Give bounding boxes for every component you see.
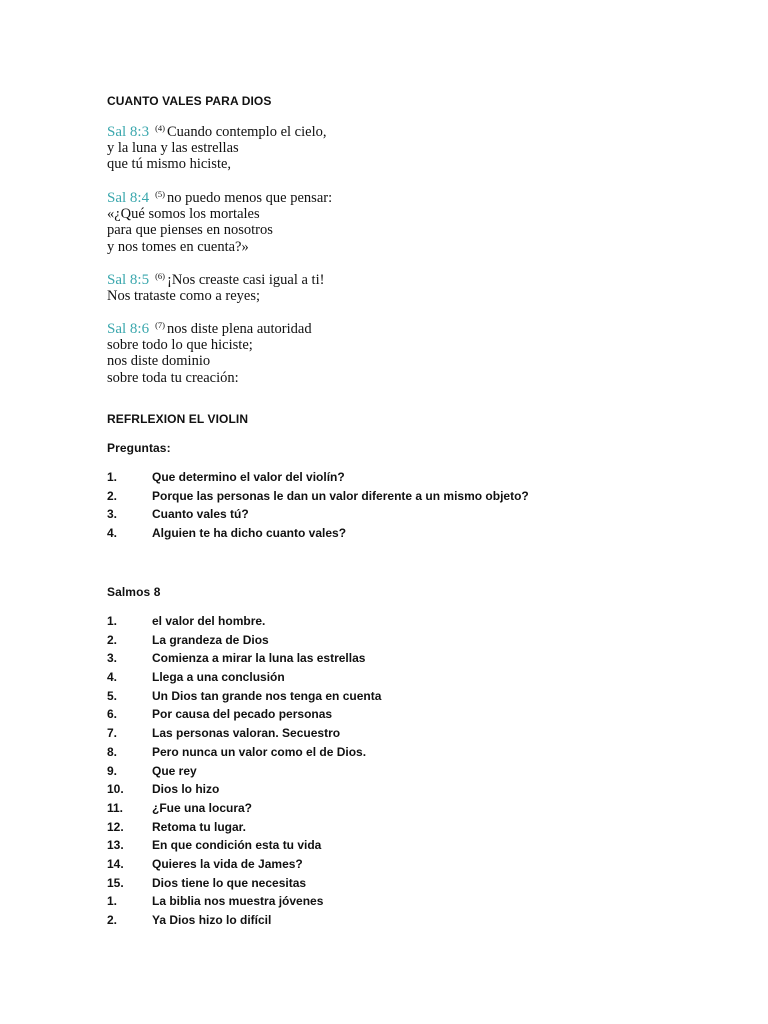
list-number: 2. — [107, 632, 118, 647]
verse-number: (7) — [155, 320, 166, 330]
verse-block — [107, 186, 667, 255]
list-text: La biblia nos muestra jóvenes — [152, 894, 324, 909]
list-item — [107, 911, 381, 930]
list-number: 1. — [107, 894, 118, 909]
list-number: 2. — [107, 913, 118, 927]
verse-number: (4) — [155, 123, 166, 133]
list-text: En que condición esta tu vida — [152, 838, 322, 853]
list-item — [107, 487, 529, 506]
psalm-points-list — [107, 612, 381, 930]
list-item — [107, 892, 381, 911]
list-item — [107, 818, 381, 837]
list-item — [107, 687, 381, 706]
list-text: Que rey — [152, 763, 197, 778]
list-text: Retoma tu lugar. — [152, 819, 247, 834]
list-number: 7. — [107, 726, 118, 741]
verse-line: «¿Qué somos los mortales — [107, 206, 260, 223]
list-item — [107, 799, 381, 818]
list-number: 1. — [107, 470, 118, 484]
verse-line: ¡Nos creaste casi igual a ti! — [167, 272, 325, 288]
list-item — [107, 631, 381, 650]
list-text: Quieres la vida de James? — [152, 856, 303, 871]
verse-line: nos diste dominio — [107, 353, 211, 370]
list-number: 14. — [107, 856, 124, 871]
list-text: Cuanto vales tú? — [152, 507, 249, 522]
verse-block — [107, 317, 667, 386]
list-text: Comienza a mirar la luna las estrellas — [152, 651, 366, 666]
list-item — [107, 705, 381, 724]
list-text: Que determino el valor del violín? — [152, 470, 345, 484]
list-number: 3. — [107, 651, 118, 666]
list-text: Las personas valoran. Secuestro — [152, 726, 341, 741]
questions-list — [107, 468, 529, 543]
verse-reference: Sal 8:4 — [107, 190, 150, 206]
questions-label: Preguntas: — [107, 441, 171, 455]
verse-block — [107, 268, 667, 304]
reflection-title: REFRLEXION EL VIOLIN — [107, 412, 249, 426]
list-number: 10. — [107, 782, 124, 797]
psalm-title: Salmos 8 — [107, 585, 161, 599]
list-item — [107, 668, 381, 687]
list-item — [107, 836, 381, 855]
list-text: Dios tiene lo que necesitas — [152, 875, 307, 890]
list-number: 15. — [107, 875, 124, 890]
verse-number: (6) — [155, 271, 166, 281]
list-text: Por causa del pecado personas — [152, 707, 333, 722]
verse-reference: Sal 8:5 — [107, 272, 150, 288]
list-number: 3. — [107, 507, 118, 522]
list-number: 11. — [107, 800, 124, 815]
list-text: Alguien te ha dicho cuanto vales? — [152, 526, 347, 541]
list-number: 2. — [107, 488, 118, 503]
list-text: ¿Fue una locura? — [152, 800, 253, 815]
verse-line: Nos trataste como a reyes; — [107, 288, 261, 305]
verse-line: nos diste plena autoridad — [167, 321, 312, 337]
list-number: 1. — [107, 614, 118, 628]
list-item — [107, 649, 381, 668]
list-item — [107, 724, 381, 743]
list-number: 9. — [107, 763, 118, 778]
list-number: 12. — [107, 819, 124, 834]
verse-line: y nos tomes en cuenta?» — [107, 238, 249, 255]
list-item — [107, 612, 381, 631]
document-title: CUANTO VALES PARA DIOS — [107, 94, 272, 108]
list-text: Un Dios tan grande nos tenga en cuenta — [152, 688, 382, 703]
verse-line: que tú mismo hiciste, — [107, 156, 232, 173]
list-text: el valor del hombre. — [152, 614, 266, 628]
list-number: 6. — [107, 707, 118, 722]
list-item — [107, 855, 381, 874]
verse-block — [107, 120, 667, 173]
verse-line: y la luna y las estrellas — [107, 140, 239, 157]
list-number: 13. — [107, 838, 124, 853]
list-number: 8. — [107, 744, 118, 759]
list-text: Llega a una conclusión — [152, 670, 285, 685]
list-item — [107, 874, 381, 893]
verse-line: sobre toda tu creación: — [107, 369, 239, 386]
list-item — [107, 743, 381, 762]
list-text: Pero nunca un valor como el de Dios. — [152, 744, 367, 759]
verse-number: (5) — [155, 189, 166, 199]
list-number: 4. — [107, 526, 118, 541]
list-item — [107, 780, 381, 799]
list-text: Ya Dios hizo lo difícil — [152, 913, 272, 927]
list-item — [107, 468, 529, 487]
verse-line: para que pienses en nosotros — [107, 222, 273, 239]
verse-line: sobre todo lo que hiciste; — [107, 337, 253, 354]
list-number: 4. — [107, 670, 118, 685]
verse-reference: Sal 8:6 — [107, 321, 150, 337]
list-item — [107, 505, 529, 524]
verse-line: Cuando contemplo el cielo, — [167, 124, 327, 140]
list-text: La grandeza de Dios — [152, 632, 269, 647]
verse-reference: Sal 8:3 — [107, 124, 150, 140]
list-number: 5. — [107, 688, 118, 703]
list-item — [107, 524, 529, 543]
list-text: Porque las personas le dan un valor diferente a un mismo objeto? — [152, 488, 529, 503]
list-text: Dios lo hizo — [152, 782, 220, 797]
list-item — [107, 762, 381, 781]
verse-line: no puedo menos que pensar: — [167, 190, 333, 206]
